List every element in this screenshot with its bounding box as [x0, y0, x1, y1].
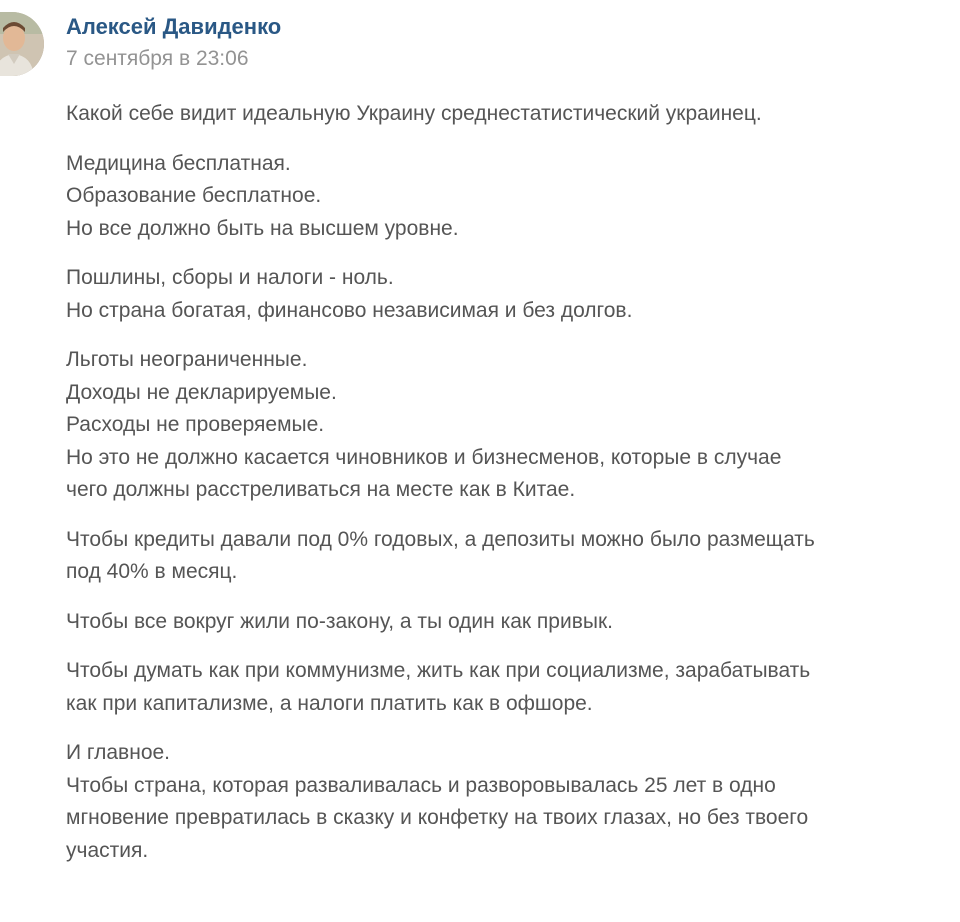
author-avatar[interactable]	[0, 12, 44, 76]
text-line: Льготы неограниченные.	[66, 348, 308, 371]
text-line: как при капитализме, а налоги платить как в офшоре.	[66, 691, 593, 715]
paragraph	[66, 655, 946, 720]
paragraph	[66, 98, 946, 131]
post-text	[66, 98, 946, 884]
text-line: Какой себе видит идеальную Украину среднестатистический украинец.	[66, 102, 762, 125]
author-name-link[interactable]: Алексей Давиденко	[66, 14, 282, 39]
paragraph	[66, 262, 946, 327]
text-line: Медицина бесплатная.	[66, 151, 291, 175]
avatar-photo-icon	[0, 12, 44, 76]
paragraph	[66, 148, 946, 246]
text-line: Чтобы все вокруг жили по-закону, а ты один как привык.	[66, 609, 613, 633]
text-line: под 40% в месяц.	[66, 560, 238, 583]
text-line: Чтобы страна, которая разваливалась и разворовывалась 25 лет в одно	[66, 773, 776, 797]
text-line: Образование бесплатное.	[66, 184, 322, 207]
text-line: Доходы не декларируемые.	[66, 380, 337, 404]
post-date-link[interactable]: 7 сентября в 23:06	[66, 47, 249, 70]
text-line: мгновение превратилась в сказку и конфетку на твоих глазах, но без твоего	[66, 806, 809, 829]
paragraph	[66, 606, 946, 639]
paragraph	[66, 737, 946, 867]
text-line: Чтобы кредиты давали под 0% годовых, а депозиты можно было размещать	[66, 527, 815, 551]
text-line: участия.	[66, 838, 149, 862]
paragraph	[66, 524, 946, 589]
text-line: Но это не должно касается чиновников и бизнесменов, которые в случае	[66, 445, 782, 469]
text-line: И главное.	[66, 741, 171, 764]
text-line: Но все должно быть на высшем уровне.	[66, 216, 459, 240]
text-line: Чтобы думать как при коммунизме, жить как при социализме, зарабатывать	[66, 659, 811, 682]
text-line: Пошлины, сборы и налоги - ноль.	[66, 266, 394, 289]
text-line: чего должны расстреливаться на месте как в Китае.	[66, 478, 576, 501]
text-line: Но страна богатая, финансово независимая и без долгов.	[66, 298, 633, 322]
text-line: Расходы не проверяемые.	[66, 413, 325, 436]
paragraph	[66, 344, 946, 507]
